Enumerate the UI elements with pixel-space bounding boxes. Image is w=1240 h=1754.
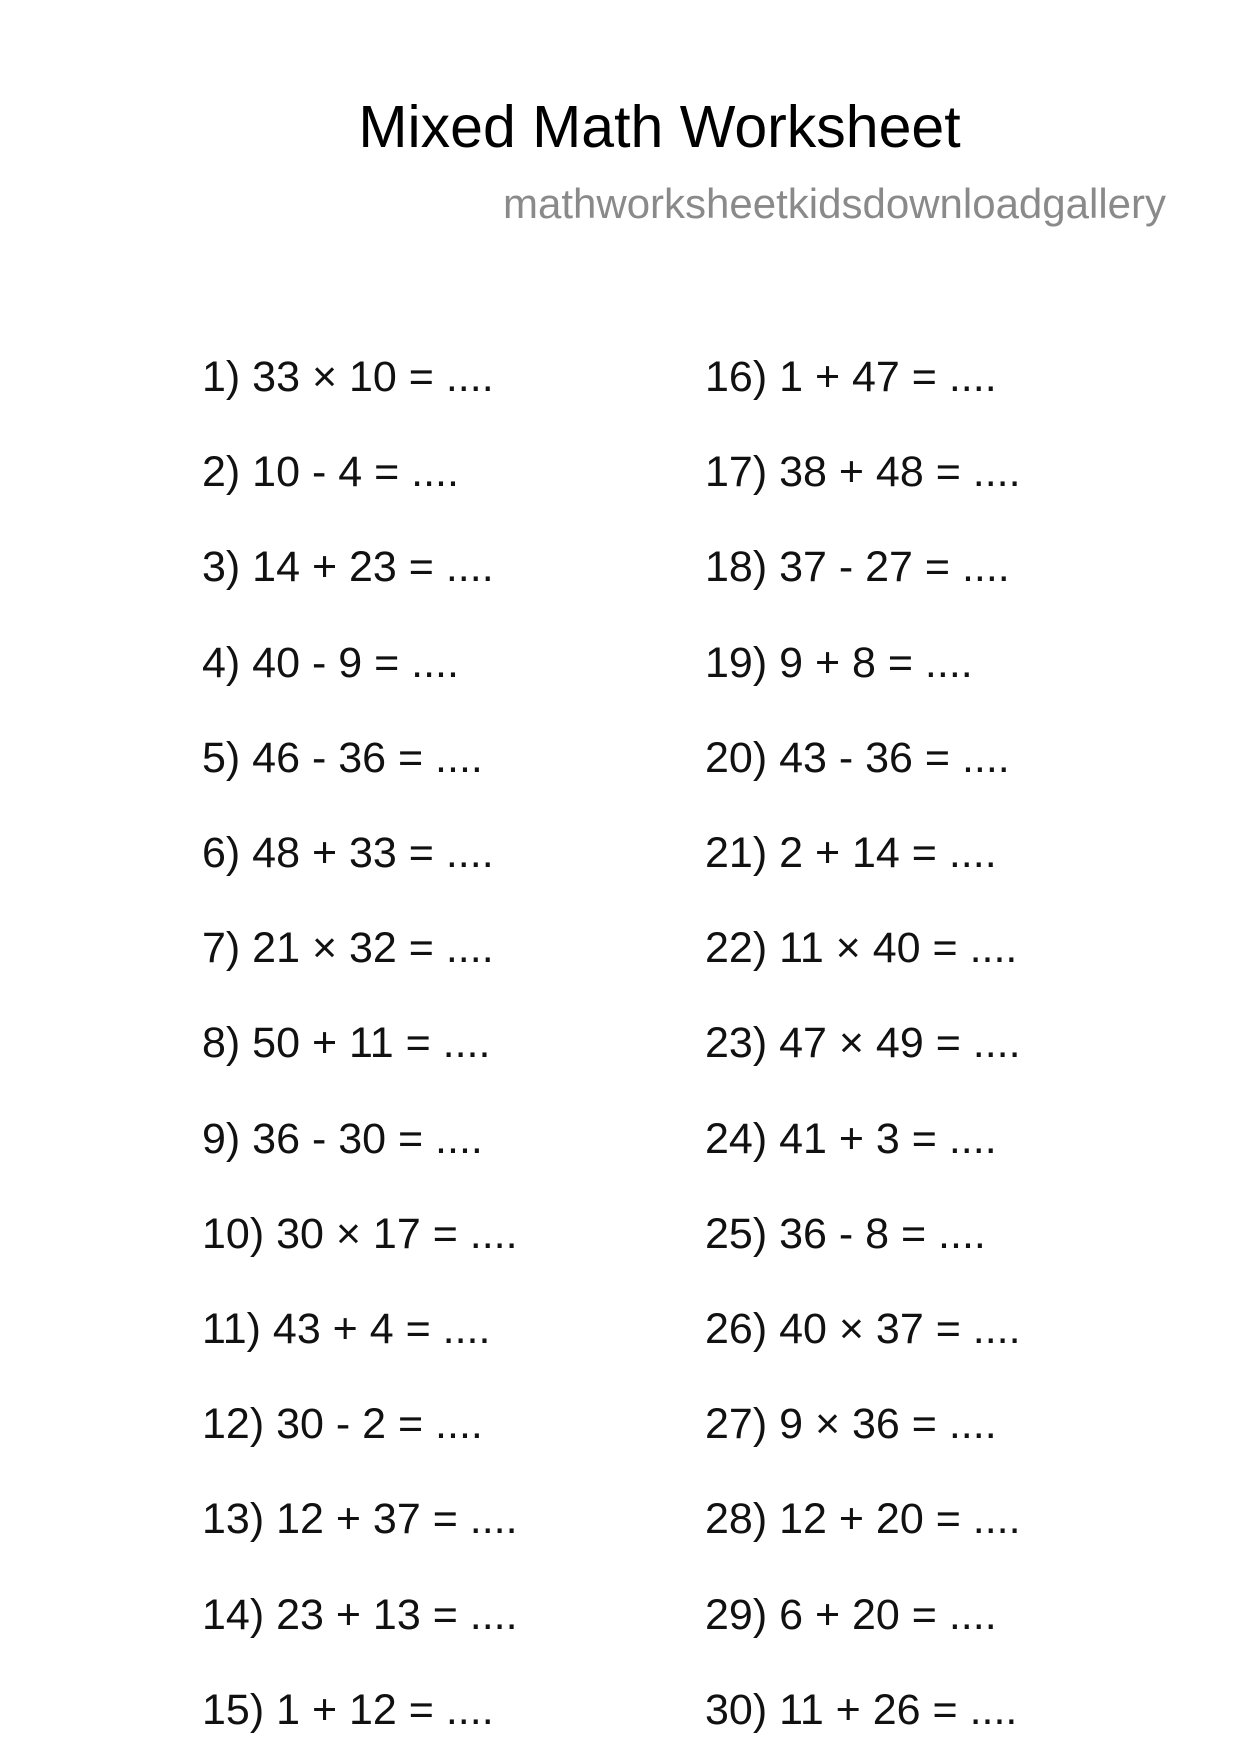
problem-item: 18) 37 - 27 = ....	[705, 543, 1010, 591]
problem-item: 15) 1 + 12 = ....	[202, 1686, 494, 1734]
problem-item: 13) 12 + 37 = ....	[202, 1495, 518, 1543]
problem-item: 5) 46 - 36 = ....	[202, 734, 483, 782]
problem-item: 20) 43 - 36 = ....	[705, 734, 1010, 782]
problem-item: 9) 36 - 30 = ....	[202, 1115, 483, 1163]
problem-item: 6) 48 + 33 = ....	[202, 829, 494, 877]
problem-item: 10) 30 × 17 = ....	[202, 1210, 518, 1258]
problem-item: 4) 40 - 9 = ....	[202, 639, 459, 687]
problem-item: 16) 1 + 47 = ....	[705, 353, 997, 401]
problem-item: 22) 11 × 40 = ....	[705, 924, 1018, 972]
problem-item: 2) 10 - 4 = ....	[202, 448, 459, 496]
problem-item: 21) 2 + 14 = ....	[705, 829, 997, 877]
problem-item: 27) 9 × 36 = ....	[705, 1400, 997, 1448]
problem-item: 28) 12 + 20 = ....	[705, 1495, 1021, 1543]
problem-item: 25) 36 - 8 = ....	[705, 1210, 986, 1258]
problem-item: 26) 40 × 37 = ....	[705, 1305, 1021, 1353]
problem-item: 3) 14 + 23 = ....	[202, 543, 494, 591]
problem-item: 7) 21 × 32 = ....	[202, 924, 494, 972]
problem-item: 14) 23 + 13 = ....	[202, 1591, 518, 1639]
problem-item: 8) 50 + 11 = ....	[202, 1019, 491, 1067]
worksheet-title: Mixed Math Worksheet	[358, 94, 961, 160]
watermark-text: mathworksheetkidsdownloadgallery	[503, 180, 1167, 227]
problem-item: 17) 38 + 48 = ....	[705, 448, 1021, 496]
problem-item: 29) 6 + 20 = ....	[705, 1591, 997, 1639]
problem-item: 11) 43 + 4 = ....	[202, 1305, 491, 1353]
problem-item: 12) 30 - 2 = ....	[202, 1400, 483, 1448]
problem-item: 23) 47 × 49 = ....	[705, 1019, 1021, 1067]
problem-item: 24) 41 + 3 = ....	[705, 1115, 997, 1163]
problem-item: 30) 11 + 26 = ....	[705, 1686, 1018, 1734]
problem-item: 1) 33 × 10 = ....	[202, 353, 494, 401]
problem-item: 19) 9 + 8 = ....	[705, 639, 973, 687]
